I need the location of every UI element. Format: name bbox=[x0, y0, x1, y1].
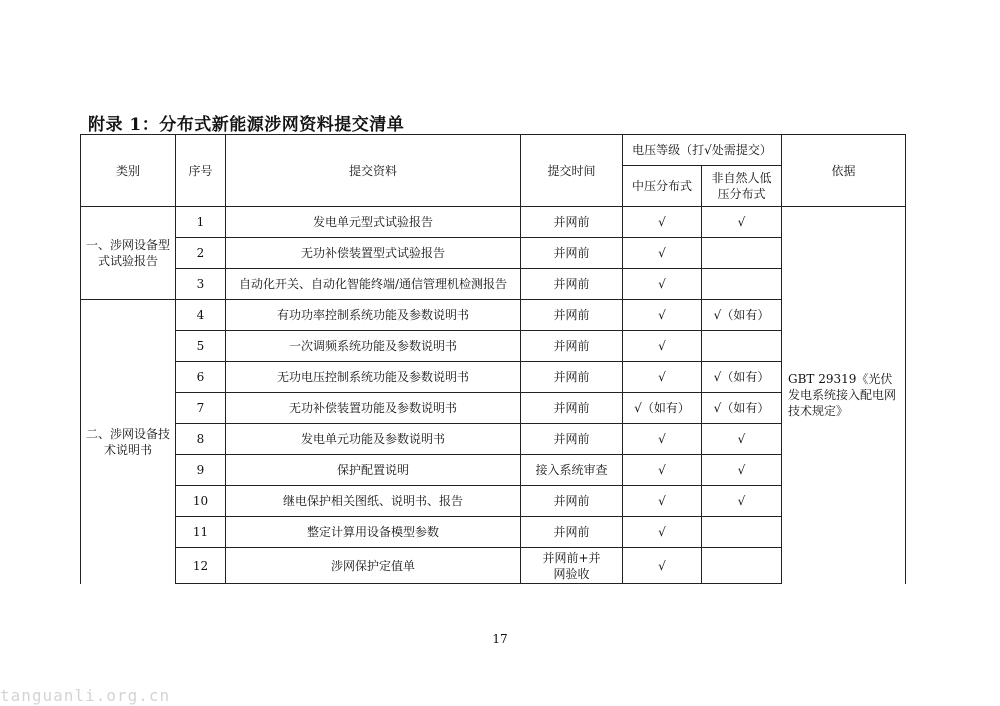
header-seq: 序号 bbox=[176, 135, 226, 207]
time-cell: 并网前 bbox=[521, 517, 623, 548]
seq-cell: 7 bbox=[176, 393, 226, 424]
medium-cell: √ bbox=[623, 238, 702, 269]
seq-cell: 2 bbox=[176, 238, 226, 269]
time-cell: 并网前 bbox=[521, 238, 623, 269]
medium-cell: √ bbox=[623, 269, 702, 300]
medium-cell: √ bbox=[623, 300, 702, 331]
header-low-voltage: 非自然人低压分布式 bbox=[702, 166, 782, 207]
seq-cell: 8 bbox=[176, 424, 226, 455]
header-voltage-level: 电压等级（打√处需提交） bbox=[623, 135, 782, 166]
low-cell: √ bbox=[702, 486, 782, 517]
medium-cell: √ bbox=[623, 331, 702, 362]
low-cell: √ bbox=[702, 424, 782, 455]
page-title: 附录 1：分布式新能源涉网资料提交清单 bbox=[88, 115, 405, 135]
seq-cell: 4 bbox=[176, 300, 226, 331]
category-cell: 二、涉网设备技术说明书 bbox=[81, 300, 176, 584]
material-cell: 发电单元功能及参数说明书 bbox=[226, 424, 521, 455]
seq-cell: 5 bbox=[176, 331, 226, 362]
medium-cell: √ bbox=[623, 455, 702, 486]
seq-cell: 9 bbox=[176, 455, 226, 486]
time-cell: 并网前 bbox=[521, 362, 623, 393]
time-cell: 并网前 bbox=[521, 424, 623, 455]
material-cell: 整定计算用设备模型参数 bbox=[226, 517, 521, 548]
medium-cell: √ bbox=[623, 207, 702, 238]
low-cell bbox=[702, 517, 782, 548]
submission-table bbox=[80, 134, 906, 584]
medium-cell: √ bbox=[623, 362, 702, 393]
header-material: 提交资料 bbox=[226, 135, 521, 207]
seq-cell: 10 bbox=[176, 486, 226, 517]
low-cell: √（如有） bbox=[702, 393, 782, 424]
header-medium-voltage: 中压分布式 bbox=[623, 166, 702, 207]
material-cell: 有功功率控制系统功能及参数说明书 bbox=[226, 300, 521, 331]
header-time: 提交时间 bbox=[521, 135, 623, 207]
seq-cell: 3 bbox=[176, 269, 226, 300]
basis-cell: GBT 29319《光伏发电系统接入配电网技术规定》 bbox=[782, 207, 906, 584]
seq-cell: 11 bbox=[176, 517, 226, 548]
watermark: tanguanli.org.cn bbox=[0, 686, 171, 705]
medium-cell: √ bbox=[623, 424, 702, 455]
material-cell: 无功补偿装置型式试验报告 bbox=[226, 238, 521, 269]
low-cell bbox=[702, 238, 782, 269]
material-cell: 无功电压控制系统功能及参数说明书 bbox=[226, 362, 521, 393]
low-cell: √（如有） bbox=[702, 362, 782, 393]
seq-cell: 12 bbox=[176, 548, 226, 584]
material-cell: 无功补偿装置功能及参数说明书 bbox=[226, 393, 521, 424]
time-cell: 并网前 bbox=[521, 207, 623, 238]
material-cell: 自动化开关、自动化智能终端/通信管理机检测报告 bbox=[226, 269, 521, 300]
page-number: 17 bbox=[492, 632, 508, 646]
header-category: 类别 bbox=[81, 135, 176, 207]
time-cell: 并网前+并网验收 bbox=[521, 548, 623, 584]
medium-cell: √ bbox=[623, 517, 702, 548]
medium-cell: √（如有） bbox=[623, 393, 702, 424]
table-row bbox=[81, 207, 906, 238]
material-cell: 保护配置说明 bbox=[226, 455, 521, 486]
seq-cell: 6 bbox=[176, 362, 226, 393]
category-cell: 一、涉网设备型式试验报告 bbox=[81, 207, 176, 300]
low-cell bbox=[702, 269, 782, 300]
low-cell: √（如有） bbox=[702, 300, 782, 331]
low-cell bbox=[702, 548, 782, 584]
low-cell: √ bbox=[702, 207, 782, 238]
time-cell: 并网前 bbox=[521, 300, 623, 331]
medium-cell: √ bbox=[623, 548, 702, 584]
material-cell: 继电保护相关图纸、说明书、报告 bbox=[226, 486, 521, 517]
low-cell bbox=[702, 331, 782, 362]
time-cell: 并网前 bbox=[521, 269, 623, 300]
time-cell: 接入系统审查 bbox=[521, 455, 623, 486]
header-basis: 依据 bbox=[782, 135, 906, 207]
low-cell: √ bbox=[702, 455, 782, 486]
material-cell: 发电单元型式试验报告 bbox=[226, 207, 521, 238]
time-cell: 并网前 bbox=[521, 331, 623, 362]
time-cell: 并网前 bbox=[521, 486, 623, 517]
time-cell: 并网前 bbox=[521, 393, 623, 424]
material-cell: 涉网保护定值单 bbox=[226, 548, 521, 584]
seq-cell: 1 bbox=[176, 207, 226, 238]
medium-cell: √ bbox=[623, 486, 702, 517]
material-cell: 一次调频系统功能及参数说明书 bbox=[226, 331, 521, 362]
